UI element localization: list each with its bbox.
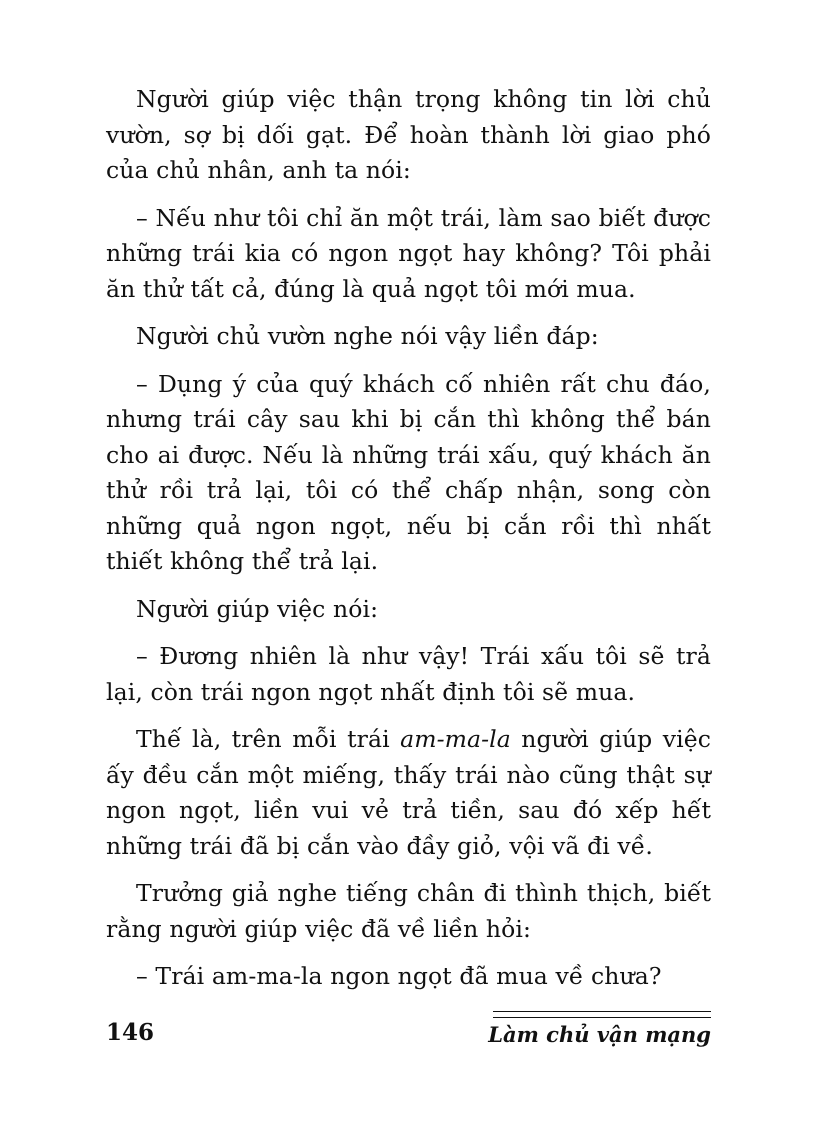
paragraph-7 (106, 722, 711, 864)
paragraph-3: Người chủ vườn nghe nói vậy liền đáp: (136, 322, 599, 350)
paragraph-5: Người giúp việc nói: (136, 594, 379, 623)
footer-rule-top (493, 1011, 711, 1012)
paragraph-7-start: Thế là, trên mỗi trái (136, 725, 401, 753)
paragraph-8: Trưởng giả nghe tiếng chân đi thình thịch, biết rằng người giúp việc đã về liền hỏi: (106, 879, 711, 943)
running-book-title: Làm chủ vận mạng (488, 1022, 711, 1047)
page-body (106, 82, 711, 995)
paragraph-6: – Đương nhiên là như vậy! Trái xấu tôi sẽ trả lại, còn trái ngon ngọt nhất định tôi sẽ mua. (106, 642, 711, 706)
footer-rule-bottom (493, 1017, 711, 1018)
paragraph-4: – Dụng ý của quý khách cố nhiên rất chu đáo, nhưng trái cây sau khi bị cắn thì không thể bán cho ai được. Nếu là những trái xấu, quý khách ăn thử rồi trả lại, tôi có thể chấp nhận, song còn những quả ngon ngọt, nếu bị cắn rồi thì nhất thiết không thể trả lại. (106, 369, 711, 575)
paragraph-9: – Trái am-ma-la ngon ngọt đã mua về chưa? (136, 962, 662, 990)
fruit-name-italic: am-ma-la (400, 725, 511, 753)
paragraph-1: Người giúp việc thận trọng không tin lời chủ vườn, sợ bị dối gạt. Để hoàn thành lời giao phó của chủ nhân, anh ta nói: (106, 85, 711, 184)
paragraph-7-end: người giúp việc ấy đều cắn một miếng, thấy trái nào cũng thật sự ngon ngọt, liền vui vẻ trả tiền, sau đó xếp hết những trái đã bị cắn vào đầy giỏ, vội vã đi về. (106, 725, 711, 860)
page-number: 146 (106, 1019, 155, 1046)
paragraph-2: – Nếu như tôi chỉ ăn một trái, làm sao biết được những trái kia có ngon ngọt hay không? Tôi phải ăn thử tất cả, đúng là quả ngọt tôi mới mua. (106, 203, 711, 303)
